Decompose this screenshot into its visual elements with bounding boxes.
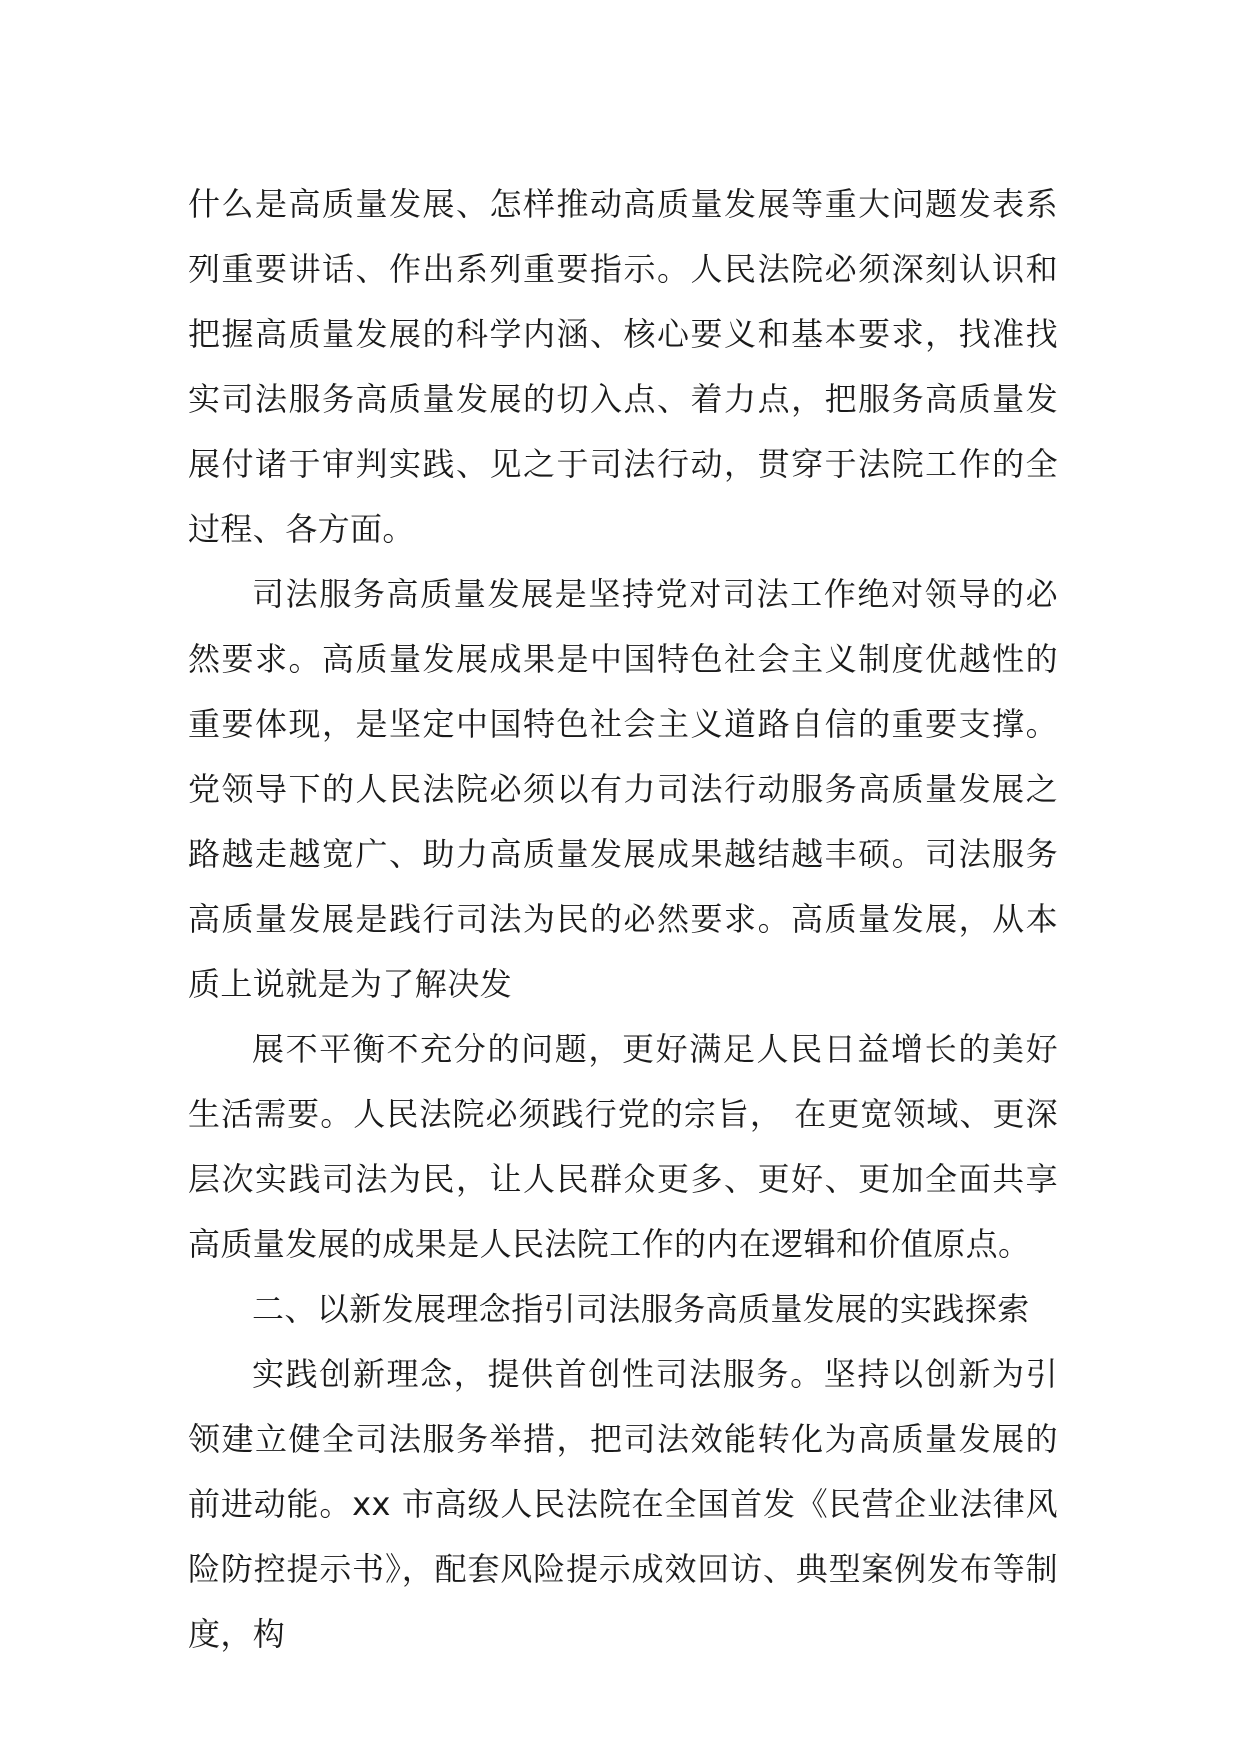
paragraph-2: 司法服务高质量发展是坚持党对司法工作绝对领导的必然要求。高质量发展成果是中国特色社会主义制度优越性的重要体现，是坚定中国特色社会主义道路自信的重要支撑。党领导下的人民法院必须以有力司法行动服务高质量发展之路越走越宽广、助力高质量发展成果越结越丰硕。司法服务高质量发展是践行司法为民的必然要求。高质量发展，从本质上说就是为了解决发	[188, 575, 1058, 1003]
paragraph-5: 实践创新理念，提供首创性司法服务。坚持以创新为引领建立健全司法服务举措，把司法效能转化为高质量发展的前进动能。xx 市高级人民法院在全国首发《民营企业法律风险防控提示书》，配套风险提示成效回访、典型案例发布等制度，构	[188, 1355, 1058, 1653]
section-heading: 二、以新发展理念指引司法服务高质量发展的实践探索	[252, 1290, 1030, 1328]
paragraph-3: 展不平衡不充分的问题，更好满足人民日益增长的美好生活需要。人民法院必须践行党的宗旨， 在更宽领域、更深层次实践司法为民，让人民群众更多、更好、更加全面共享高质量发展的成果是人民法院工作的内在逻辑和价值原点。	[188, 1030, 1058, 1263]
paragraph-1: 什么是高质量发展、怎样推动高质量发展等重大问题发表系列重要讲话、作出系列重要指示。人民法院必须深刻认识和把握高质量发展的科学内涵、核心要义和基本要求，找准找实司法服务高质量发展的切入点、着力点，把服务高质量发展付诸于审判实践、见之于司法行动，贯穿于法院工作的全过程、各方面。	[188, 185, 1058, 548]
document-body	[188, 172, 1058, 1667]
